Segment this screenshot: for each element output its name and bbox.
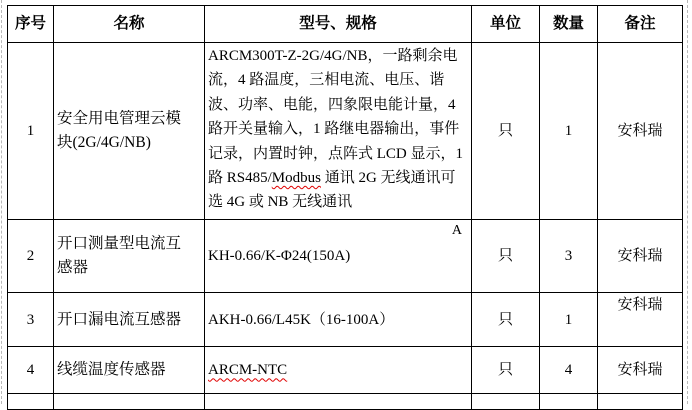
cell-spec (205, 220, 472, 293)
cell-spec (205, 347, 472, 394)
cell-remark: 安科瑞 (598, 43, 683, 220)
table-row-2 (8, 220, 683, 293)
spellcheck-word: ARCM-NTC (208, 362, 288, 379)
cell-unit: 只 (472, 293, 540, 347)
header-model-spec: 型号、规格 (205, 6, 472, 43)
cell-remark: 安科瑞 (598, 220, 683, 293)
cell-remark: 安科瑞 (598, 293, 683, 347)
spellcheck-word: Modbus (271, 170, 321, 187)
cell-no: 4 (8, 347, 54, 394)
cell-spec (205, 293, 472, 347)
spec-text-pre: ARCM300T-Z-2G/4G/NB，一路剩余电流，4 路温度，三相电流、电压、谐波、功率、电能，四象限电能计量，4 路开关量输入，1 路继电器输出，事件记录，内置时钟，点阵式 LCD 显示，1 路 RS485/ (208, 48, 464, 187)
table-row-5-partial (8, 394, 683, 410)
table-row-3 (8, 293, 683, 347)
spec-text: AKH-0.66/L45K（16-100A） (208, 311, 395, 328)
header-remark: 备注 (598, 6, 683, 43)
cell-qty: 3 (540, 220, 598, 293)
cell-name (54, 394, 205, 410)
header-unit: 单位 (472, 6, 540, 43)
cell-qty (540, 394, 598, 410)
table-header-row (8, 6, 683, 43)
cell-no (8, 394, 54, 410)
cell-name: 安全用电管理云模块(2G/4G/NB) (54, 43, 205, 220)
cell-remark (598, 394, 683, 410)
cell-unit (472, 394, 540, 410)
header-name: 名称 (54, 6, 205, 43)
text-boundary-left-line (1, 0, 2, 404)
header-no: 序号 (8, 6, 54, 43)
cell-qty: 1 (540, 293, 598, 347)
cell-unit: 只 (472, 43, 540, 220)
cell-spec (205, 394, 472, 410)
cell-unit: 只 (472, 220, 540, 293)
header-qty: 数量 (540, 6, 598, 43)
cell-name: 开口测量型电流互感器 (54, 220, 205, 293)
equipment-list-table (7, 5, 683, 410)
cell-name: 线缆温度传感器 (54, 347, 205, 394)
cell-no: 2 (8, 220, 54, 293)
table-row-1 (8, 43, 683, 220)
cell-unit: 只 (472, 347, 540, 394)
cell-no: 1 (8, 43, 54, 220)
cell-spec (205, 43, 472, 220)
spec-text: KH-0.66/K-Φ24(150A) (208, 248, 351, 265)
cell-name: 开口漏电流互感器 (54, 293, 205, 347)
cell-qty: 1 (540, 43, 598, 220)
cell-qty: 4 (540, 347, 598, 394)
spec-corner-letter: A (451, 223, 462, 238)
table-row-4 (8, 347, 683, 394)
spec-text-post: 通讯 2G 无线通讯可选 4G 或 NB 无线通讯 (208, 170, 456, 211)
cell-no: 3 (8, 293, 54, 347)
text-boundary-right-line (687, 0, 688, 404)
cell-remark: 安科瑞 (598, 347, 683, 394)
